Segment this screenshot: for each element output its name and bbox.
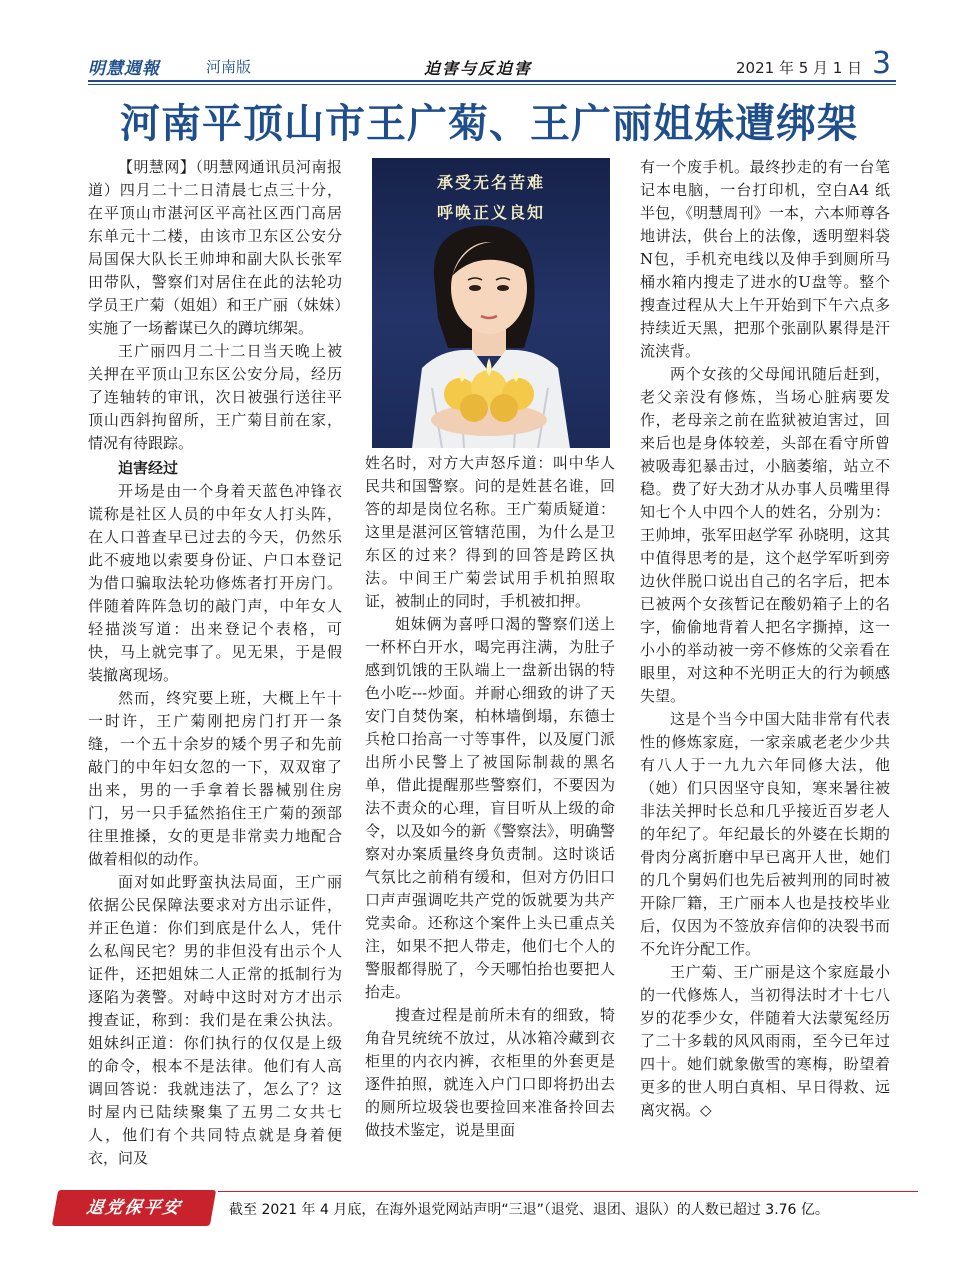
header-rule-thin [88, 84, 896, 85]
paragraph: 姐妹俩为喜呼口渴的警察们送上一杯杯白开水，喝完再注满，为肚子感到饥饿的王队端上一盘新出锅的特色小吃---炒面。并耐心细致的讲了天安门自焚伪案，柏林墙倒塌，东德士兵枪口抬高一寸等事件，以及厦门派出所小民警上了被国际制裁的黑名单，借此提醒那些警察们，不要因为法不责众的心理，盲目听从上级的命令，以及如今的新《警察法》，明确警察对办案质量终身负责制。这时谈话气氛比之前稍有缓和，但对方仍旧口口声声强调吃共产党的饭就要为共产党卖命。还称这个案件上头已重点关注，如果不把人带走，他们七个人的警服都得脱了，今天哪怕抬也要把人抬走。 [365, 615, 615, 1001]
paragraph: 搜查过程是前所未有的细致，犄角旮旯统统不放过，从冰箱冷藏到衣柜里的内衣内裤，衣柜里的外套更是逐件拍照，就连入户门口即将扔出去的厕所垃圾袋也要捡回来准备拎回去做技术鉴定，说是里面 [365, 1006, 615, 1139]
article-title: 河南平顶山市王广菊、王广丽姐妹遭绑架 [120, 101, 858, 147]
paragraph: 姓名时，对方大声怒斥道：叫中华人民共和国警察。问的是姓甚名谁，回答的却是岗位名称。王广菊质疑道：这里是湛河区管辖范围，为什么是卫东区的过来？得到的回答是跨区执法。中间王广菊尝试用手机拍照取证，被制止的同时，手机被扣押。 [365, 454, 615, 610]
woman-holding-lotus-lamps-image [372, 158, 610, 448]
page-header [88, 46, 896, 82]
article-column-3 [640, 156, 890, 1122]
issue-date: 2021 年 5 月 1 日 [736, 59, 863, 77]
paragraph: 面对如此野蛮执法局面，王广丽依据公民保障法要求对方出示证件，并正色道：你们到底是什么人，凭什么私闯民宅？男的非但没有出示个人证件，还把姐妹二人正常的抵制行为逐陷为袭警。对峙中这时对方才出示搜查证，称到：我们是在秉公执法。姐妹纠正道：你们执行的仅仅是上级的命令，根本不是法律。他们有人高调回答说：我就违法了，怎么了？这时屋内已陆续聚集了五男二女共七人，他们有个共同特点就是身着便衣，问及 [88, 873, 342, 1167]
header-rule [88, 80, 896, 82]
footer-banner [55, 1188, 915, 1228]
illustration-caption-1: 承受无名苦难 [436, 173, 545, 192]
page-number: 3 [872, 46, 892, 81]
paragraph: 然而，终究要上班，大概上午十一时许，王广菊刚把房门打开一条缝，一个五十余岁的矮个男子和先前敲门的中年妇女忽的一下，双双窜了出来，男的一手拿着长器械别住房门，另一只手猛然掐住王广菊的颈部往里推搡，女的更是非常卖力地配合做着相似的动作。 [88, 689, 342, 868]
paragraph: 【明慧网】（明慧网通讯员河南报道）四月二十二日清晨七点三十分，在平顶山市湛河区平高社区西门高居东单元十二楼，由该市卫东区公安分局国保大队长王帅坤和副大队长张军田带队，警察们对居住在此的法轮功学员王广菊（姐姐）和王广丽（妹妹）实施了一场蓄谋已久的蹲坑绑架。 [88, 158, 342, 337]
subheading: 迫害经过 [118, 459, 179, 477]
edition-label: 河南版 [206, 58, 252, 76]
quit-party-badge: 退党保平安 [52, 1190, 216, 1226]
paragraph: 王广菊、王广丽是这个家庭最小的一代修炼人，当初得法时才十七八岁的花季少女，伴随着大法蒙冤经历了二十多载的风风雨雨，至今已年过四十。她们就象傲雪的寒梅，盼望着更多的世人明白真相、早日得救、远离灾祸。◇ [640, 963, 890, 1119]
paragraph: 有一个废手机。最终抄走的有一台笔记本电脑，一台打印机，空白A4 纸半包，《明慧周刊》一本，六本师尊各地讲法，供台上的法像，透明塑料袋N包，手机充电线以及伸手到厕所马桶水箱内搜走了进水的U盘等。整个搜查过程从大上午开始到下午六点多持续近天黑，把那个张副队累得是汗流浃背。 [640, 158, 890, 360]
section-label: 迫害与反迫害 [424, 59, 533, 78]
article-illustration [372, 158, 610, 448]
masthead: 明慧週報 [88, 59, 160, 79]
footer-text: 截至 2021 年 4 月底，在海外退党网站声明“三退”（退党、退团、退队）的人数已超过 3.76 亿。 [229, 1202, 829, 1218]
article-column-1 [88, 156, 342, 1170]
paragraph: 开场是由一个身着天蓝色冲锋衣谎称是社区人员的中年女人打头阵，在人口普查早已过去的今天，仍然乐此不疲地以索要身份证、户口本登记为借口骗取法轮功修炼者打开房门。伴随着阵阵急切的敲门声，中年女人轻描淡写道：出来登记个表格，可快，马上就完事了。见无果，于是假装撤离现场。 [88, 482, 342, 684]
paragraph: 两个女孩的父母闻讯随后赶到，老父亲没有修炼，当场心脏病要发作，老母亲之前在监狱被迫害过，回来后也是身体较差，头部在看守所曾被吸毒犯暴击过，小脑萎缩，站立不稳。费了好大劲才从办事人员嘴里得知七个人中四个人的姓名，分别为：王帅坤，张军田赵学军 孙晓明，这其中值得思考的是，这个赵学军听到旁边伙伴脱口说出自己的名字后，把本已被两个女孩暂记在酸奶箱子上的名字，偷偷地背着人把名字撕掉，这一小小的举动被一旁不修炼的父亲看在眼里，对这种不光明正大的行为顿感失望。 [640, 365, 890, 705]
article-column-2 [365, 452, 615, 1142]
footer-rule [218, 1191, 918, 1192]
illustration-caption-2: 呼唤正义良知 [436, 203, 545, 222]
paragraph: 这是个当今中国大陆非常有代表性的修炼家庭，一家亲戚老老少少共有八人于一九九六年同修大法，他（她）们只因坚守良知，寒来暑往被非法关押时长总和几乎接近百岁老人的年纪了。年纪最长的外婆在长期的骨肉分离折磨中早已离开人世，她们的几个舅妈们也先后被判刑的同时被开除厂籍，王广丽本人也是技校毕业后，仅因为不签放弃信仰的决裂书而不允许分配工作。 [640, 710, 890, 958]
paragraph: 王广丽四月二十二日当天晚上被关押在平顶山卫东区公安分局，经历了连轴转的审讯，次日被强行送往平顶山西斜拘留所，王广菊目前在家，情况有待跟踪。 [88, 342, 342, 452]
